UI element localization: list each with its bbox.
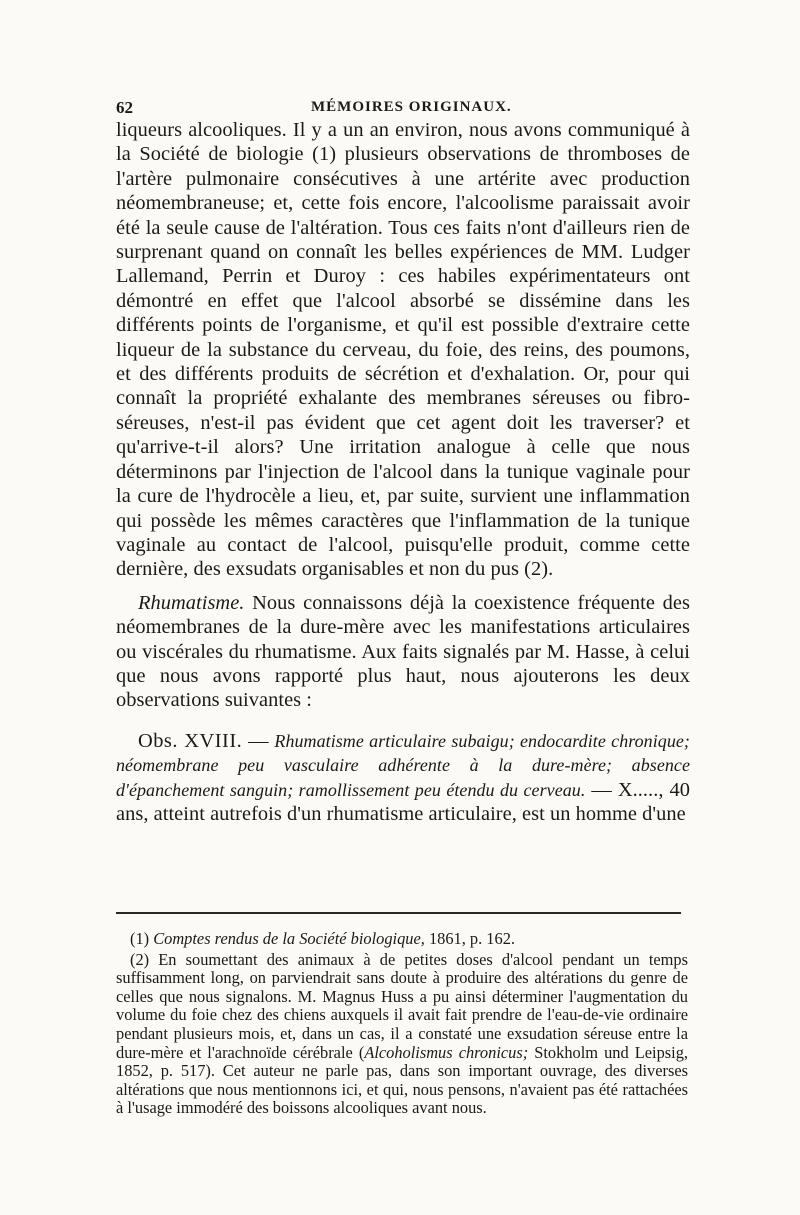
paragraph-rheumatism	[116, 591, 690, 713]
footnote-1-title: Comptes rendus de la Société biologique,	[153, 929, 425, 948]
footnote-1-citation: 1861, p. 162.	[424, 929, 515, 948]
observation-dash: —	[242, 729, 275, 752]
observation-label: Obs. XVIII.	[138, 729, 243, 752]
footnote-2-book-title: Alcoholismus chronicus;	[364, 1042, 529, 1062]
paragraph-rheumatism-text: Nous connaissons déjà la coexistence fréquente des néomembranes de la dure-mère avec les manifestations articulaires ou viscérales du rhumatisme. Aux faits signalés par M. Hasse, à celui que nous avons rapporté plus haut, nous ajouterons les deux observations suivantes :	[116, 591, 690, 712]
footnote-divider	[116, 912, 681, 914]
section-title: Rhumatisme.	[138, 591, 245, 614]
footnote-1-marker: (1)	[130, 929, 154, 948]
observation-text: — X....., 40 ans, atteint autrefois d'un rhumatisme articulaire, est un homme d'une	[116, 778, 690, 825]
footnote-2-text-a: (2) En soumettant des animaux à de petites doses d'alcool pendant un temps suffisamment long, on parviendrait sans doute à produire des altérations du genre de celles que nous signalons. M. Magnus Huss a pu ainsi déterminer l'augmentation du volume du foie chez des chiens auxquels il avait fait prendre de l'eau-de-vie ordinaire pendant plusieurs mois, et, dans un cas, il a constaté une exsudation séreuse entre la dure-mère et l'arachnoïde cérébrale (	[116, 949, 688, 1062]
main-text	[116, 118, 690, 826]
observation-paragraph	[116, 729, 690, 827]
footnote-2	[116, 951, 688, 1118]
footnote-1	[116, 930, 688, 949]
paragraph-alcoholism: liqueurs alcooliques. Il y a un an environ, nous avons communiqué à la Société de biologie (1) plusieurs observations de thromboses de l'artère pulmonaire consécutives à une artérite avec production néomembraneuse; et, cette fois encore, l'alcoolisme paraissait avoir été la seule cause de l'altération. Tous ces faits n'ont d'ailleurs rien de surprenant quand on connaît les belles expériences de MM. Ludger Lallemand, Perrin et Duroy : ces habiles expérimentateurs ont démontré en effet que l'alcool absorbé se dissémine dans les différents points de l'organisme, et qu'il est possible d'extraire cette liqueur de la substance du cerveau, du foie, des reins, des poumons, et des différents produits de sécrétion et d'exhalation. Or, pour qui connaît la propriété exhalante des membranes séreuses ou fibro-séreuses, n'est-il pas évident que cet agent doit les traverser? et qu'arrive-t-il alors? Une irritation analogue à celle que nous déterminons par l'injection de l'alcool dans la tunique vaginale pour la cure de l'hydrocèle a lieu, et, par suite, survient une inflammation qui possède les mêmes caractères que l'inflammation de la tunique vaginale au contact de l'alcool, puisqu'elle produit, comme cette dernière, des exsudats organisables et non du pus (2).	[116, 119, 690, 581]
footnotes	[116, 930, 688, 1118]
page-number: 62	[116, 98, 133, 117]
observation-title: Rhumatisme articulaire subaigu; endocardite chronique; néomembrane peu vasculaire adhérente à la dure-mère; absence d'épanchement sanguin; ramollissement peu étendu du cerveau.	[116, 730, 690, 800]
running-head: MÉMOIRES ORIGINAUX.	[311, 99, 512, 115]
footnote-2-text-b: Stokholm und Leipsig, 1852, p. 517). Cet auteur ne parle pas, dans son important ouvrage, des diverses altérations que nous mentionnons ici, et qui, nous pensons, n'avaient pas été rattachées à l'usage immodéré des boissons alcooliques avant nous.	[116, 1042, 688, 1118]
